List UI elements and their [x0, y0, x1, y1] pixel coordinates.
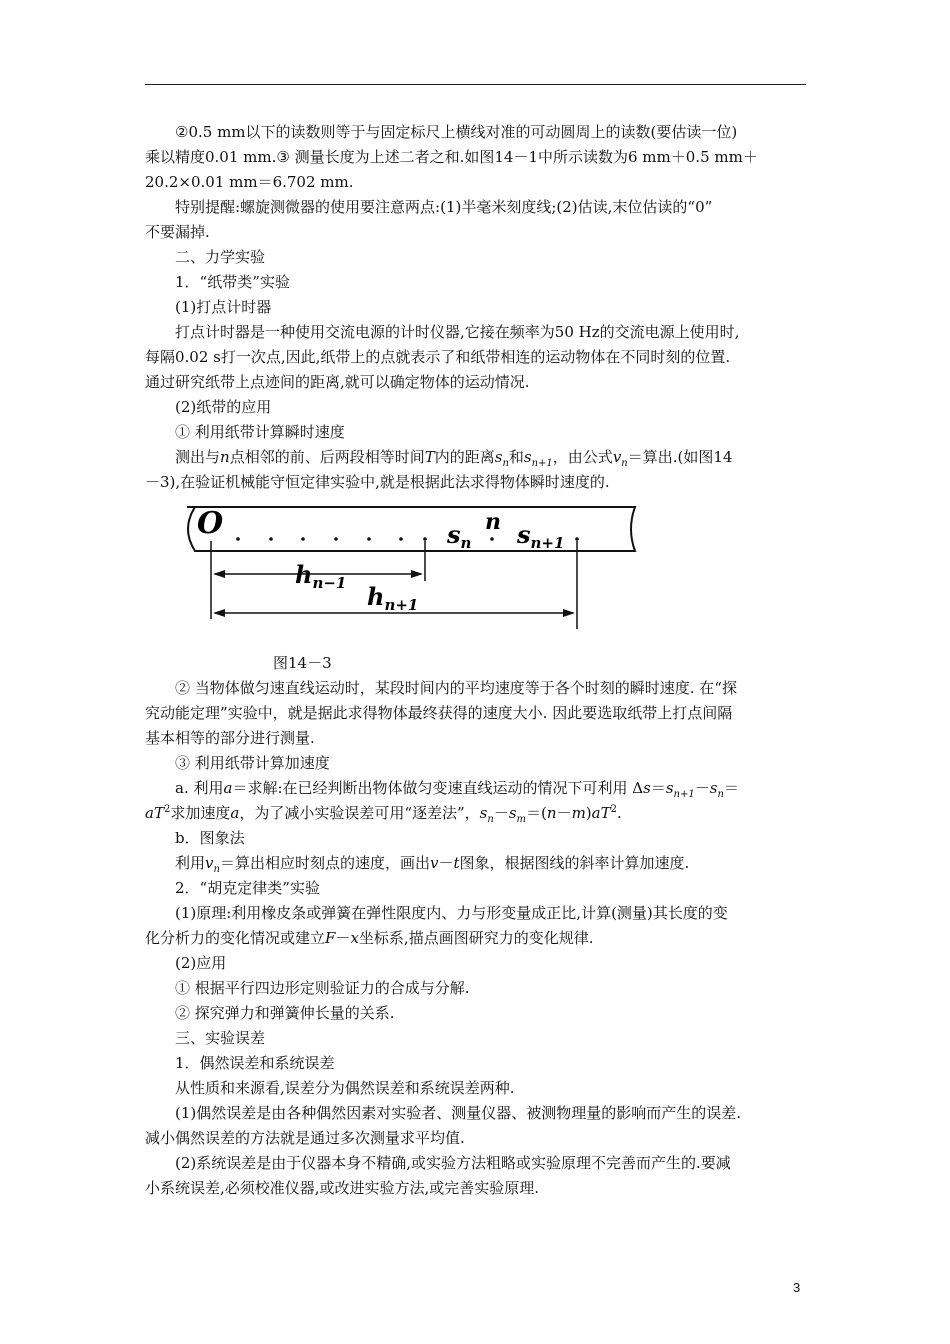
paragraph: 小系统误差,必须校准仪器,或改进实验方法,或完善实验原理.: [145, 1179, 540, 1197]
subsection-heading: 2．“胡克定律类”实验: [175, 879, 320, 897]
label-h-n-minus-1: $h_{n-1}$: [295, 560, 347, 592]
paragraph: 利用$v_n=$算出相应时刻点的速度，画出v－t图象，根据图线的斜率计算加速度.: [175, 854, 690, 875]
tape-outline: [188, 507, 635, 551]
paragraph: 测出与n点相邻的前、后两段相等时间T内的距离$s_n$和$s_{n+1}$，由公式$v_n=$算出.(如图14: [175, 448, 733, 469]
label-h-n-plus-1: $h_{n+1}$: [367, 582, 419, 614]
tape-dot: [269, 537, 273, 541]
tape-dot: [367, 537, 371, 541]
list-item: ① 根据平行四边形定则验证力的合成与分解.: [175, 979, 470, 997]
paragraph: (1)偶然误差是由各种偶然因素对实验者、测量仪器、被测物理量的影响而产生的误差.: [175, 1104, 742, 1122]
paragraph: (2)系统误差是由于仪器本身不精确,或实验方法粗略或实验原理不完善而产生的.要减: [175, 1154, 731, 1172]
tape-dot: [301, 537, 305, 541]
subsection-heading: (2)应用: [175, 954, 227, 972]
paragraph: (1)原理:利用橡皮条或弹簧在弹性限度内、力与形变量成正比,计算(测量)其长度的变: [175, 904, 728, 922]
paragraph: 每隔0.02 s打一次点,因此,纸带上的点就表示了和纸带相连的运动物体在不同时刻的位置.: [145, 348, 731, 366]
paragraph: 不要漏掉.: [145, 223, 210, 241]
paragraph: 打点计时器是一种使用交流电源的计时仪器,它接在频率为50 Hz的交流电源上使用时,: [175, 323, 740, 341]
section-heading: 三、实验误差: [175, 1029, 266, 1047]
list-item: ③ 利用纸带计算加速度: [175, 754, 330, 772]
paragraph: a. 利用a＝求解:在已经判断出物体做匀变速直线运动的情况下可利用 $\Delta s=s_{n+1}-s_n=$: [175, 779, 739, 800]
subsection-heading: 1．“纸带类”实验: [175, 273, 290, 291]
arrowhead-right: [411, 570, 423, 578]
tape-dot: [334, 537, 338, 541]
label-origin: O: [197, 506, 224, 541]
paragraph: 特别提醒:螺旋测微器的使用要注意两点:(1)半毫米刻度线;(2)估读,末位估读的“0”: [175, 198, 713, 216]
paragraph: 20.2×0.01 mm＝6.702 mm.: [145, 173, 354, 191]
figure-caption: 图14－3: [273, 654, 332, 672]
paragraph: 通过研究纸带上点迹间的距离,就可以确定物体的运动情况.: [145, 373, 530, 391]
arrowhead-right: [563, 609, 575, 617]
paragraph: 化分析力的变化情况或建立F－x坐标系,描点画图研究力的变化规律.: [145, 929, 594, 947]
paragraph: ② 当物体做匀速直线运动时，某段时间内的平均速度等于各个时刻的瞬时速度. 在“探: [175, 679, 737, 697]
paper-tape-figure: [145, 501, 806, 649]
paragraph: $aT^2$求加速度a，为了减小实验误差可用“逐差法”，$s_n-s_m=(n-m)aT^2$.: [145, 804, 622, 825]
arrowhead-left: [213, 609, 225, 617]
label-n: n: [485, 509, 501, 535]
subsection-heading: (2)纸带的应用: [175, 398, 272, 416]
paragraph: 究动能定理”实验中，就是据此求得物体最终获得的速度大小. 因此要选取纸带上打点间隔: [145, 704, 733, 722]
tape-dot: [575, 537, 579, 541]
list-item: ① 利用纸带计算瞬时速度: [175, 423, 345, 441]
header-rule: [145, 84, 806, 85]
subsection-heading: (1)打点计时器: [175, 298, 272, 316]
tape-dot: [236, 537, 240, 541]
paragraph: 基本相等的部分进行测量.: [145, 729, 315, 747]
tape-dot: [399, 537, 403, 541]
paragraph: 减小偶然误差的方法就是通过多次测量求平均值.: [145, 1129, 465, 1147]
paragraph: b．图象法: [175, 829, 245, 847]
arrowhead-left: [213, 570, 225, 578]
paragraph: 乘以精度0.01 mm.③ 测量长度为上述二者之和.如图14－1中所示读数为6 mm＋0.5 mm＋: [145, 148, 758, 166]
tape-dot: [423, 537, 427, 541]
tape-dot: [490, 537, 494, 541]
paragraph: －3),在验证机械能守恒定律实验中,就是根据此法求得物体瞬时速度的.: [145, 473, 610, 491]
paper-tape-diagram: [145, 501, 806, 649]
paragraph: 从性质和来源看,误差分为偶然误差和系统误差两种.: [175, 1079, 515, 1097]
section-heading: 二、力学实验: [175, 248, 266, 266]
list-item: ② 探究弹力和弹簧伸长量的关系.: [175, 1004, 395, 1022]
page-content: [145, 120, 806, 1201]
page-number: 3: [793, 1280, 801, 1295]
paragraph: ②0.5 mm以下的读数则等于与固定标尺上横线对准的可动圆周上的读数(要估读一位): [175, 123, 738, 141]
label-sn1: $s_{n+1}$: [517, 520, 565, 552]
subsection-heading: 1．偶然误差和系统误差: [175, 1054, 335, 1072]
label-sn: $s_n$: [447, 520, 472, 552]
